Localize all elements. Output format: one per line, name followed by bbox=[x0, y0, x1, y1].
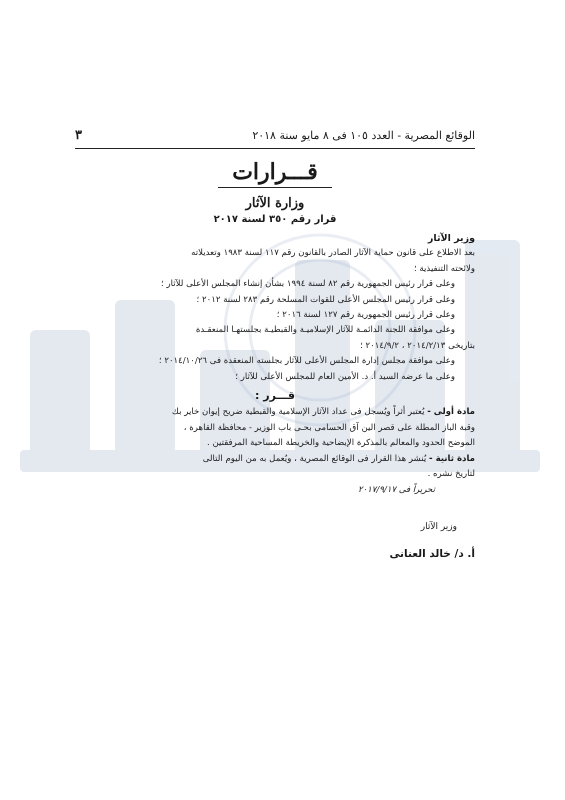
preamble-line: ولائحته التنفيذية ؛ bbox=[413, 263, 475, 274]
title-block bbox=[75, 159, 475, 225]
decree-body bbox=[75, 231, 475, 563]
article-2-text: يُنشر هذا القرار فى الوقائع المصرية ، ويُعمل به من اليوم التالى bbox=[202, 453, 427, 464]
preamble-line: بعد الاطلاع على قانون حماية الآثار الصادر بالقانون رقم ١١٧ لسنة ١٩٨٣ وتعديلاته bbox=[191, 248, 475, 259]
section-title: قـــرارات bbox=[218, 159, 332, 188]
issue-line: الوقائع المصرية - العدد ١٠٥ فى ٨ مايو سنة ٢٠١٨ bbox=[252, 129, 475, 142]
preamble-line: وعلى قرار رئيس الجمهورية رقم ٨٢ لسنة ١٩٩٤ بشأن إنشاء المجلس الأعلى للآثار ؛ bbox=[160, 279, 455, 290]
issue-date: تحريراً فى ٢٠١٧/٩/١٧ bbox=[357, 484, 435, 495]
page-number: ٣ bbox=[75, 128, 82, 143]
article-1-label: مادة أولى - bbox=[427, 407, 475, 418]
preamble-line: وعلى ما عرضه السيد أ. د. الأمين العام للمجلس الأعلى للآثار ؛ bbox=[235, 371, 455, 382]
signatory-title: وزير الآثار bbox=[420, 521, 457, 532]
article-1-text: يُعتبر أثراً ويُسجل فى عداد الآثار الإسلامية والقبطية ضريح إيوان خاير بك bbox=[171, 407, 425, 418]
minister-heading: وزير الآثار bbox=[427, 233, 475, 244]
running-header bbox=[75, 128, 475, 149]
decision-heading: قـــرر : bbox=[255, 389, 295, 403]
article-line: لتاريخ نشره . bbox=[427, 469, 475, 480]
article-line: وقبة الباز المطلة على قصر الين آق الحسامى بحـى باب الوزير - محافظة القاهرة ، bbox=[183, 422, 475, 433]
preamble-line: وعلى قرار رئيس المجلس الأعلى للقوات المسلحة رقم ٢٨٣ لسنة ٢٠١٢ ؛ bbox=[196, 294, 455, 305]
article-line bbox=[75, 452, 475, 467]
preamble-line: وعلى موافقة مجلس إدارة المجلس الأعلى للآثار بجلسته المنعقدة فى ٢٠١٤/١٠/٢٦ ؛ bbox=[158, 356, 455, 367]
decree-content bbox=[75, 128, 475, 563]
signatory-name: أ. د/ خالد العنانى bbox=[389, 548, 475, 561]
preamble-line: بتاريخى ٢٠١٤/٢/١٣ ، ٢٠١٤/٩/٢ ؛ bbox=[360, 340, 475, 351]
decree-number: قرار رقم ٣٥٠ لسنة ٢٠١٧ bbox=[213, 214, 337, 225]
article-2-label: مادة ثانية - bbox=[429, 453, 475, 464]
ministry-name: وزارة الآثار bbox=[245, 196, 305, 211]
article-line bbox=[75, 405, 475, 420]
preamble-line: وعلى قرار رئيس الجمهورية رقم ١٢٧ لسنة ٢٠١٦ ؛ bbox=[276, 310, 455, 321]
article-line: الموضح الحدود والمعالم بالمذكرة الإيضاحية والخريطة المساحية المرفقتين . bbox=[207, 438, 475, 449]
preamble-line: وعلى موافقة اللجنة الدائمـة للآثار الإسلاميـة والقبطيـة بجلستهـا المنعقـدة bbox=[195, 325, 455, 336]
